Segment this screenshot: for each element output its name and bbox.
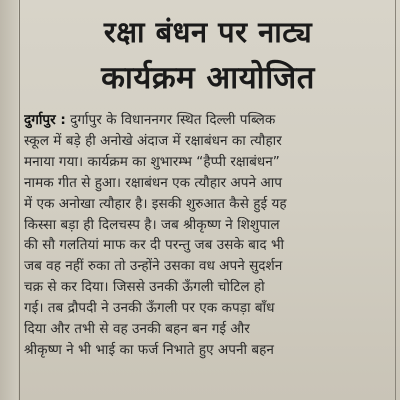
article-line-6: किस्सा बड़ा ही दिलचस्प है। जब श्रीकृष्ण ने शिशुपाल [24, 216, 280, 233]
dateline: दुर्गापुर : [24, 112, 66, 128]
article-line-9: चक्र से कर दिया। जिससे उनकी ऊँगली चोटिल हो [24, 279, 265, 296]
headline-line-1: रक्षा बंधन पर नाट्य [103, 15, 313, 49]
adjacent-column-edge [0, 0, 18, 400]
article-line-4: नामक गीत से हुआ। रक्षाबंधन एक त्यौहार अपने आप [24, 174, 282, 191]
article-body [24, 110, 394, 361]
article-line-2: स्कूल में बड़े ही अनोखे अंदाज में रक्षाबंधन का त्यौहार [24, 132, 282, 149]
article-line-7: की सौ गलतियां माफ कर दी परन्तु जब उसके बाद भी [24, 237, 285, 254]
article-line-11: दिया और तभी से वह उनकी बहन बन गई और [24, 321, 250, 338]
article-line-1 [24, 110, 394, 131]
article-line-3: मनाया गया। कार्यक्रम का शुभारम्भ “हैप्पी रक्षाबंधन” [24, 153, 280, 170]
article-line-5: में एक अनोखा त्यौहार है। इसकी शुरुआत कैसे हुई यह [24, 195, 287, 212]
article-line-8: जब वह नहीं रुका तो उन्होंने उसका वध अपने सुदर्शन [24, 258, 283, 275]
article-line-10: गई। तब द्रौपदी ने उनकी ऊँगली पर एक कपड़ा बाँध [24, 300, 275, 317]
headline-line-2: कार्यक्रम आयोजित [101, 60, 315, 96]
article-line-1-text: दुर्गापुर के विधाननगर स्थित दिल्ली पब्लिक [65, 112, 276, 128]
article-line-12: श्रीकृष्ण ने भी भाई का फर्ज निभाते हुए अपनी बहन [24, 341, 274, 358]
